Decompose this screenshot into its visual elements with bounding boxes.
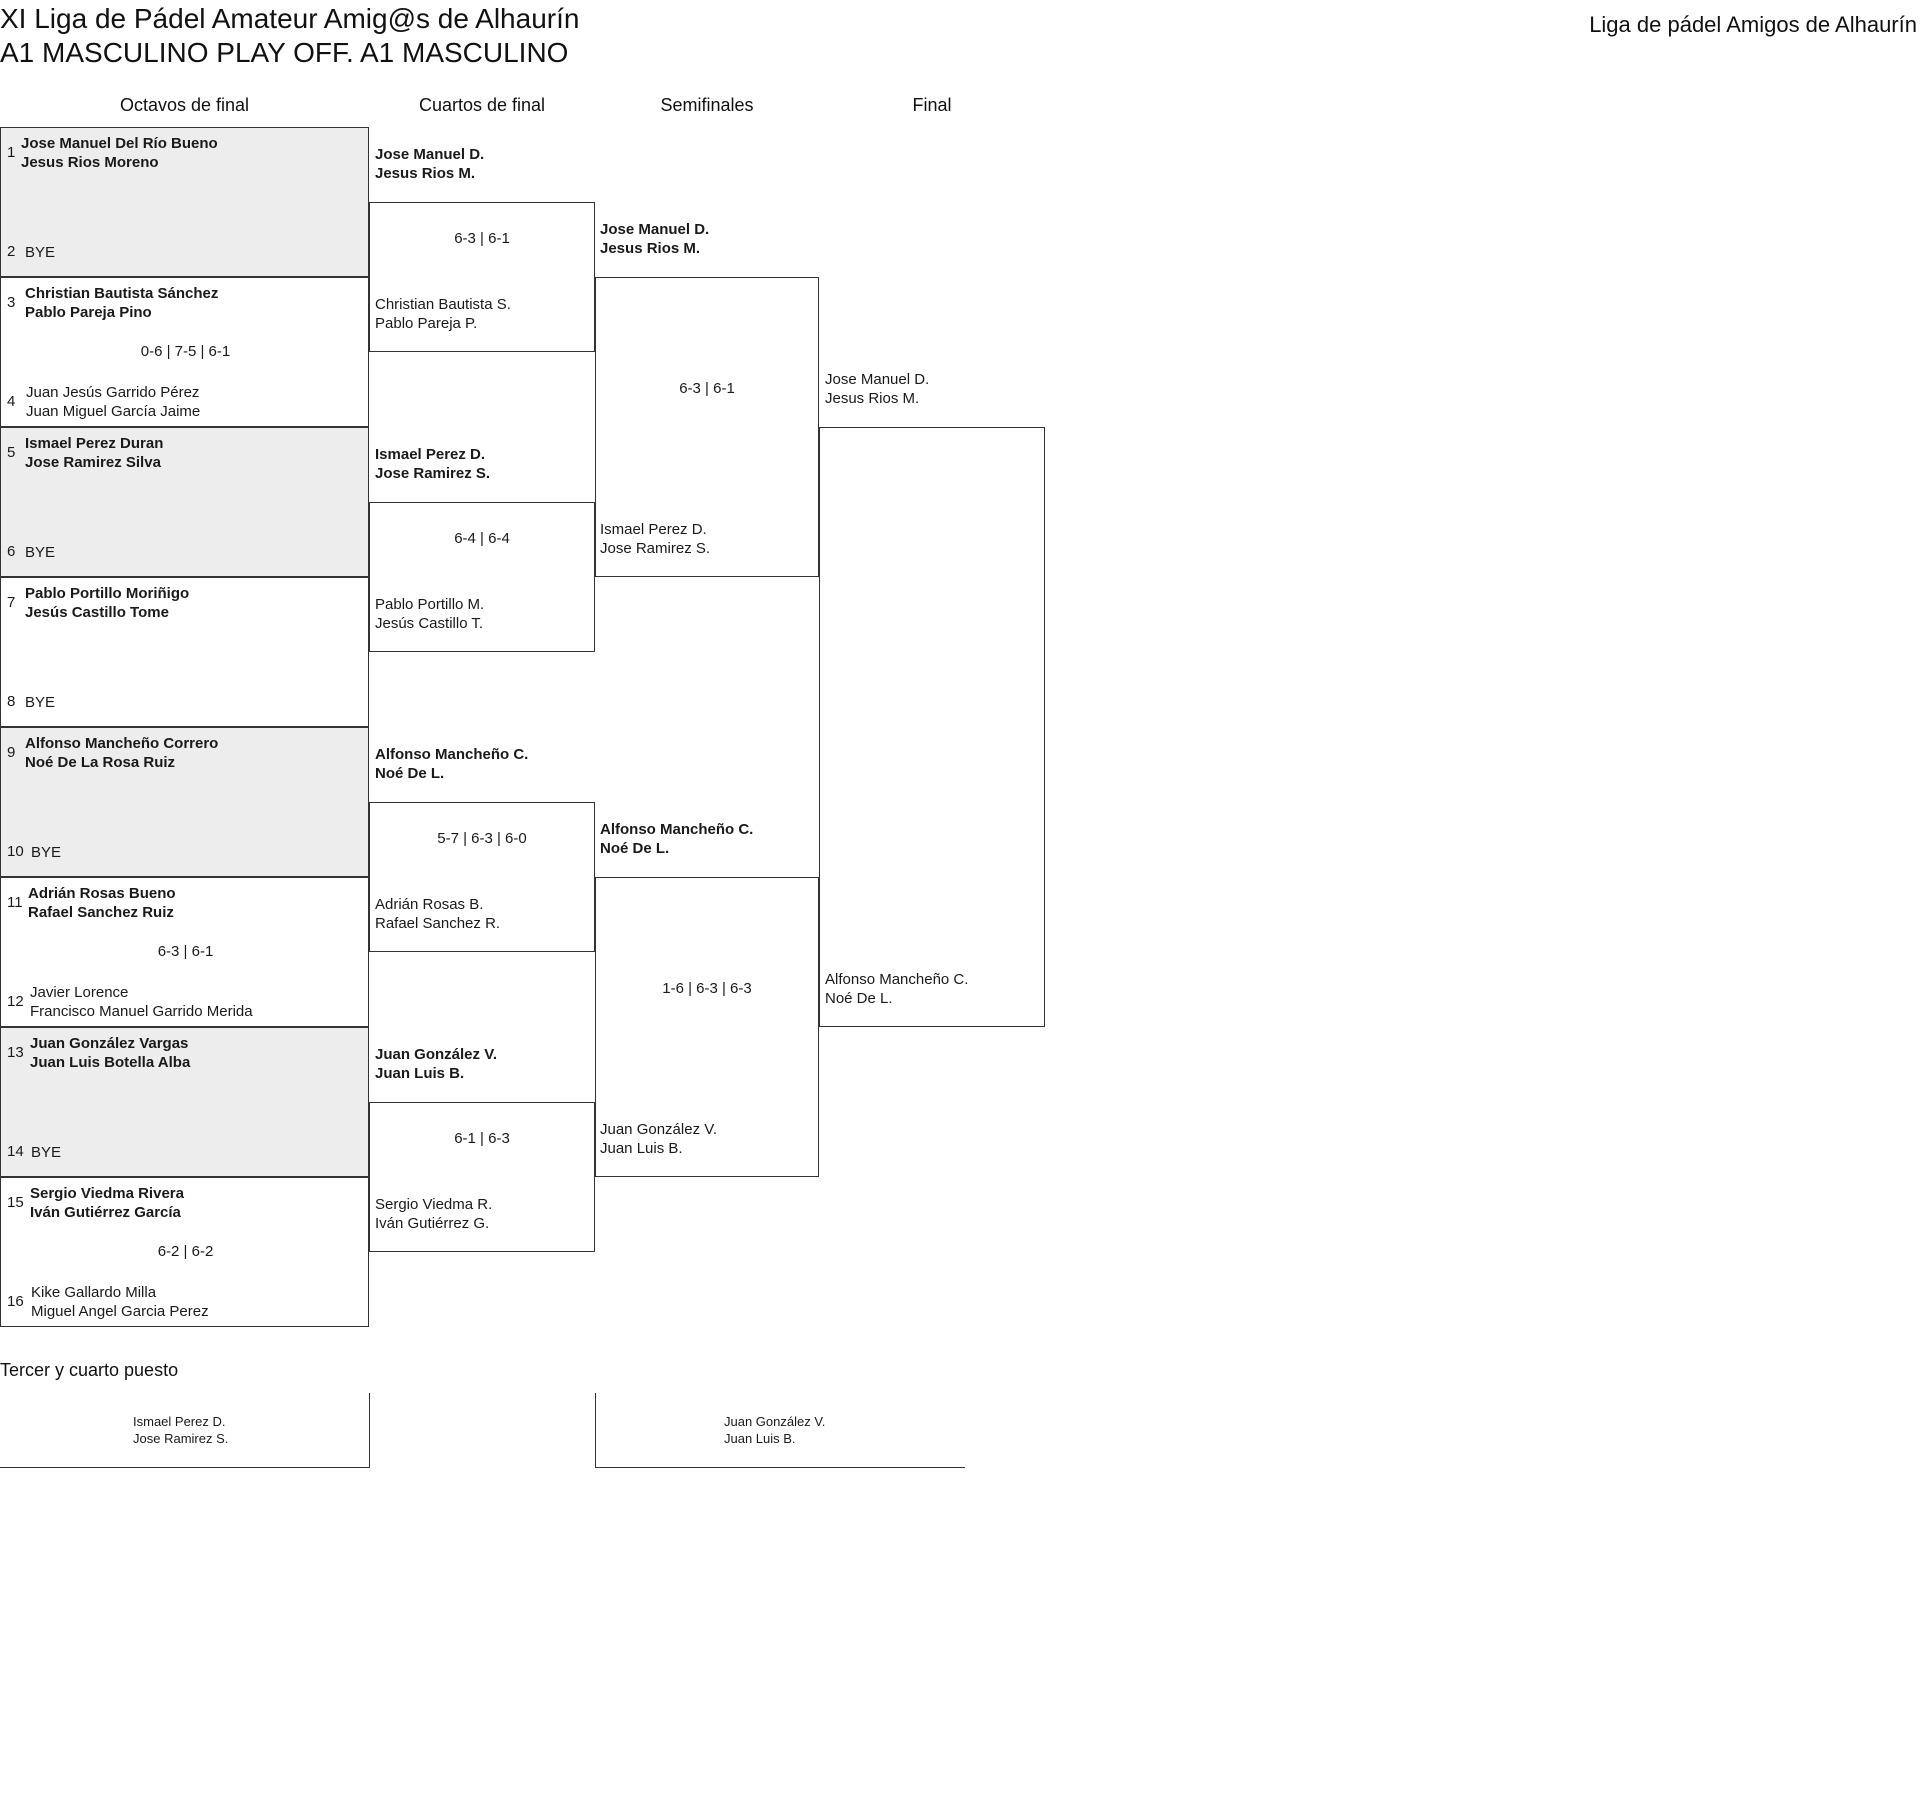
player-name: Francisco Manuel Garrido Merida (30, 1003, 253, 1020)
round-header-octavos: Octavos de final (119, 95, 250, 115)
octavos-match-8[interactable] (0, 1177, 369, 1327)
seed-number: 7 (7, 594, 16, 611)
third-place-divider (595, 1393, 596, 1468)
round-header-cuartos: Cuartos de final (418, 95, 546, 115)
match-score: 6-4 | 6-4 (454, 530, 510, 547)
organization-name: Liga de pádel Amigos de Alhaurín (1589, 12, 1917, 37)
player-name: Juan González Vargas (30, 1035, 189, 1052)
seed-number: 16 (7, 1293, 24, 1310)
seed-number: 11 (7, 894, 23, 911)
player-name: Sergio Viedma Rivera (30, 1185, 184, 1202)
team-name: Alfonso Mancheño C. (600, 821, 754, 838)
octavos-match-7[interactable] (0, 1027, 369, 1177)
player-name: BYE (25, 694, 56, 711)
seed-number: 8 (7, 693, 16, 710)
third-place-line-right (595, 1467, 965, 1468)
team-name: Jose Ramirez S. (375, 465, 491, 482)
player-name: BYE (31, 1144, 62, 1161)
player-name: Kike Gallardo Milla (31, 1284, 157, 1301)
seed-number: 4 (7, 393, 16, 410)
player-name: Miguel Angel Garcia Perez (31, 1303, 209, 1320)
team-name: Juan González V. (600, 1121, 718, 1138)
octavos-match-2[interactable] (0, 277, 369, 427)
match-score: 6-3 | 6-1 (679, 380, 735, 397)
team-name: Noé De L. (825, 990, 893, 1007)
team-name: Rafael Sanchez R. (375, 915, 501, 932)
team-name: Ismael Perez D. (375, 446, 486, 463)
team-name: Jose Ramirez S. (600, 540, 711, 557)
player-name: Jose Manuel Del Río Bueno (21, 135, 218, 152)
match-score: 6-1 | 6-3 (454, 1130, 510, 1147)
team-name: Iván Gutiérrez G. (375, 1215, 490, 1232)
seed-number: 5 (7, 444, 16, 461)
player-name: Javier Lorence (30, 984, 129, 1001)
match-score: 6-3 | 6-1 (454, 230, 510, 247)
match-score: 5-7 | 6-3 | 6-0 (437, 830, 527, 847)
seed-number: 12 (7, 993, 24, 1010)
seed-number: 14 (7, 1143, 24, 1160)
player-name: Jesús Castillo Tome (25, 604, 169, 621)
octavos-match-3[interactable] (0, 427, 369, 577)
player-name: Jose Ramirez Silva (25, 454, 161, 471)
octavos-match-4[interactable] (0, 577, 369, 727)
team-name: Sergio Viedma R. (375, 1196, 493, 1213)
seed-number: 2 (7, 243, 16, 260)
team-name: Pablo Portillo M. (375, 596, 485, 613)
team-name: Jose Manuel D. (825, 371, 930, 388)
player-name: BYE (25, 544, 56, 561)
match-score: 0-6 | 7-5 | 6-1 (140, 343, 231, 360)
third-place-title: Tercer y cuarto puesto (0, 1360, 179, 1380)
team-name: Juan Luis B. (724, 1431, 796, 1446)
seed-number: 10 (7, 843, 24, 860)
octavos-match-6[interactable] (0, 877, 369, 1027)
team-name: Jesus Rios M. (825, 390, 920, 407)
team-name: Jose Manuel D. (600, 221, 710, 238)
team-name: Christian Bautista S. (375, 296, 511, 313)
team-name: Jose Ramirez S. (133, 1431, 229, 1446)
octavos-match-5[interactable] (0, 727, 369, 877)
team-name: Pablo Pareja P. (375, 315, 478, 332)
team-name: Jose Manuel D. (375, 146, 485, 163)
player-name: Rafael Sanchez Ruiz (28, 904, 174, 921)
team-name: Ismael Perez D. (600, 521, 707, 538)
team-name: Juan González V. (724, 1414, 826, 1429)
final-match[interactable] (819, 427, 1045, 1027)
match-score: 6-3 | 6-1 (157, 943, 214, 960)
team-name: Noé De L. (375, 765, 445, 782)
third-place-divider (369, 1393, 370, 1468)
player-name: Iván Gutiérrez García (30, 1204, 181, 1221)
player-name: Juan Miguel García Jaime (26, 403, 201, 420)
page-title: XI Liga de Pádel Amateur Amig@s de Alhaurín (0, 3, 580, 34)
player-name: BYE (25, 244, 56, 261)
player-name: Noé De La Rosa Ruiz (25, 754, 176, 771)
player-name: Juan Jesús Garrido Pérez (26, 384, 200, 401)
seed-number: 13 (7, 1044, 24, 1061)
team-name: Jesus Rios M. (375, 165, 476, 182)
team-name: Juan Luis B. (375, 1065, 465, 1082)
player-name: Pablo Pareja Pino (25, 304, 152, 321)
team-name: Alfonso Mancheño C. (825, 971, 969, 988)
seed-number: 9 (7, 744, 16, 761)
match-score: 1-6 | 6-3 | 6-3 (662, 980, 752, 997)
team-name: Alfonso Mancheño C. (375, 746, 529, 763)
seed-number: 6 (7, 543, 16, 560)
round-header-semifinales: Semifinales (660, 95, 754, 115)
third-place-line-left (0, 1467, 369, 1468)
player-name: Christian Bautista Sánchez (25, 285, 219, 302)
page-subtitle: A1 MASCULINO PLAY OFF. A1 MASCULINO (0, 37, 569, 68)
team-name: Juan Luis B. (600, 1140, 683, 1157)
seed-number: 3 (7, 294, 16, 311)
match-score: 6-2 | 6-2 (157, 1243, 214, 1260)
seed-number: 15 (7, 1194, 24, 1211)
team-name: Ismael Perez D. (133, 1414, 226, 1429)
seed-number: 1 (7, 144, 16, 161)
team-name: Noé De L. (600, 840, 670, 857)
player-name: BYE (31, 844, 62, 861)
team-name: Juan González V. (375, 1046, 497, 1063)
player-name: Pablo Portillo Moriñigo (25, 585, 190, 602)
round-header-final: Final (912, 95, 952, 115)
player-name: Alfonso Mancheño Correro (25, 735, 219, 752)
team-name: Jesús Castillo T. (375, 615, 484, 632)
team-name: Jesus Rios M. (600, 240, 701, 257)
player-name: Adrián Rosas Bueno (28, 885, 176, 902)
player-name: Jesus Rios Moreno (21, 154, 159, 171)
team-name: Adrián Rosas B. (375, 896, 484, 913)
player-name: Ismael Perez Duran (25, 435, 164, 452)
octavos-match-1[interactable] (0, 127, 369, 277)
player-name: Juan Luis Botella Alba (30, 1054, 191, 1071)
